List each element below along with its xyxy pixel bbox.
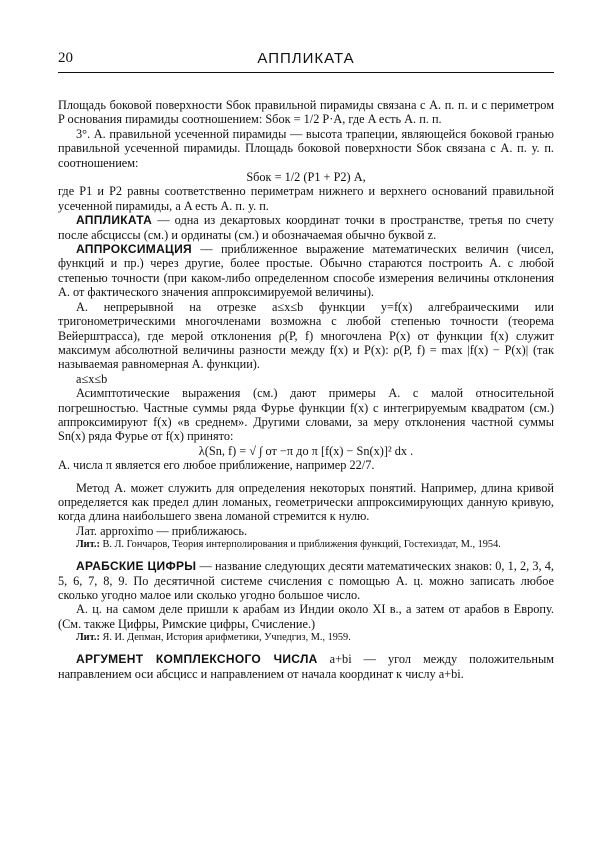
- paragraph-method: Метод А. может служить для определения некоторых понятий. Например, длина кривой определяется как предел длин ломаных, геометрически аппроксимирующих данную кривую, когда длина наибольшего звена ломаной стремится к нулю.: [58, 480, 554, 524]
- entry-applikata: АППЛИКАТА — одна из декартовых координат точки в пространстве, третья по счету после абсциссы (см.) и ординаты (см.) и обозначаемая обычно буквой z.: [58, 213, 554, 242]
- paragraph-arabic-origin: А. ц. на самом деле пришли к арабам из Индии около XI в., а затем от арабов в Европу. (См. также Цифры, Римские цифры, Счисление.): [58, 602, 554, 631]
- running-header: [58, 50, 554, 74]
- entry-term-arabic-numerals: АРАБСКИЕ ЦИФРЫ: [76, 559, 197, 574]
- paragraph-fourier: Асимптотические выражения (см.) дают примеры А. с малой относительной погрешностью. Частные суммы ряда Фурье функции f(x) с интегрируемым квадратом (см.) аппроксимируют f(x) «в среднем». Другими словами, за меру отклонения частной суммы Sn(x) ряда Фурье от f(x) принято:: [58, 386, 554, 444]
- max-range-label: a≤x≤b: [76, 371, 108, 386]
- header-rule: [58, 72, 554, 73]
- reference-goncharov: Лит.: В. Л. Гончаров, Теория интерполирования и приближения функций, Гостехиздат, М., 1954.: [76, 539, 501, 551]
- formula-frustum: Sбок = 1/2 (P1 + P2) A,: [246, 170, 366, 185]
- paragraph-lateral-area: Площадь боковой поверхности Sбок правильной пирамиды связана с А. п. п. и с периметром P основания пирамиды соотношением: Sбок = 1/2 P·A, где A есть А. п. п.: [58, 98, 554, 127]
- paragraph-etymology: Лат. approximo — приближаюсь.: [76, 523, 248, 538]
- formula-fourier-deviation: λ(Sn, f) = √ ∫ от −π до π [f(x) − Sn(x)]² dx .: [198, 443, 414, 458]
- paragraph-frustum: 3°. А. правильной усеченной пирамиды — высота трапеции, являющейся боковой гранью правильной усеченной пирамиды. Площадь боковой поверхности Sбок связана с А. п. у. п. соотношением:: [58, 126, 554, 170]
- entry-term-applikata: АППЛИКАТА: [76, 213, 153, 228]
- paragraph-pi: А. числа π является его любое приближение, например 22/7.: [58, 458, 375, 473]
- entry-term-complex-argument: АРГУМЕНТ КОМПЛЕКСНОГО ЧИСЛА: [76, 652, 318, 667]
- formula-lateral-area: Sбок = 1/2 P·A,: [265, 112, 346, 127]
- article-body: [58, 98, 554, 681]
- paragraph-weierstrass: А. непрерывной на отрезке a≤x≤b функции y=f(x) алгебраическими или тригонометрическими многочленами возможна с любой степенью точности (теорема Вейерштрасса), где мерой отклонения ρ(P, f) многочлена P(x) от функции f(x) служит максимум абсолютной величины разности между f(x) и P(x): ρ(P, f) = max |f(x) − P(x)| (так называемая равномерная А. функции).: [58, 299, 554, 372]
- reference-depman: Лит.: Я. И. Депман, История арифметики, Учпедгиз, М., 1959.: [76, 632, 351, 644]
- entry-term-approximation: АППРОКСИМАЦИЯ: [76, 242, 192, 257]
- entry-approximation: АППРОКСИМАЦИЯ — приближенное выражение математических величин (чисел, функций и пр.) через другие, более простые. Обычно стараются построить А. с любой степенью точности (при каком-либо определенном способе измерения величины отклонения А. от фактического значения аппроксимируемой величины).: [58, 242, 554, 300]
- page-title: АППЛИКАТА: [257, 50, 355, 67]
- page-number: 20: [58, 50, 73, 66]
- entry-complex-argument: АРГУМЕНТ КОМПЛЕКСНОГО ЧИСЛА a+bi — угол между положительным направлением оси абсцисс и направлением от начала координат к числу a+bi.: [58, 652, 554, 681]
- entry-arabic-numerals: АРАБСКИЕ ЦИФРЫ — название следующих десяти математических знаков: 0, 1, 2, 3, 4, 5, 6, 7, 8, 9. По десятичной системе счисления с помощью А. ц. можно записать любое сколько угодно малое или сколько угодно большое число.: [58, 559, 554, 602]
- paragraph-perimeters: где P1 и P2 равны соответственно периметрам нижнего и верхнего оснований правильной усеченной пирамиды, а A есть А. п. у. п.: [58, 184, 554, 213]
